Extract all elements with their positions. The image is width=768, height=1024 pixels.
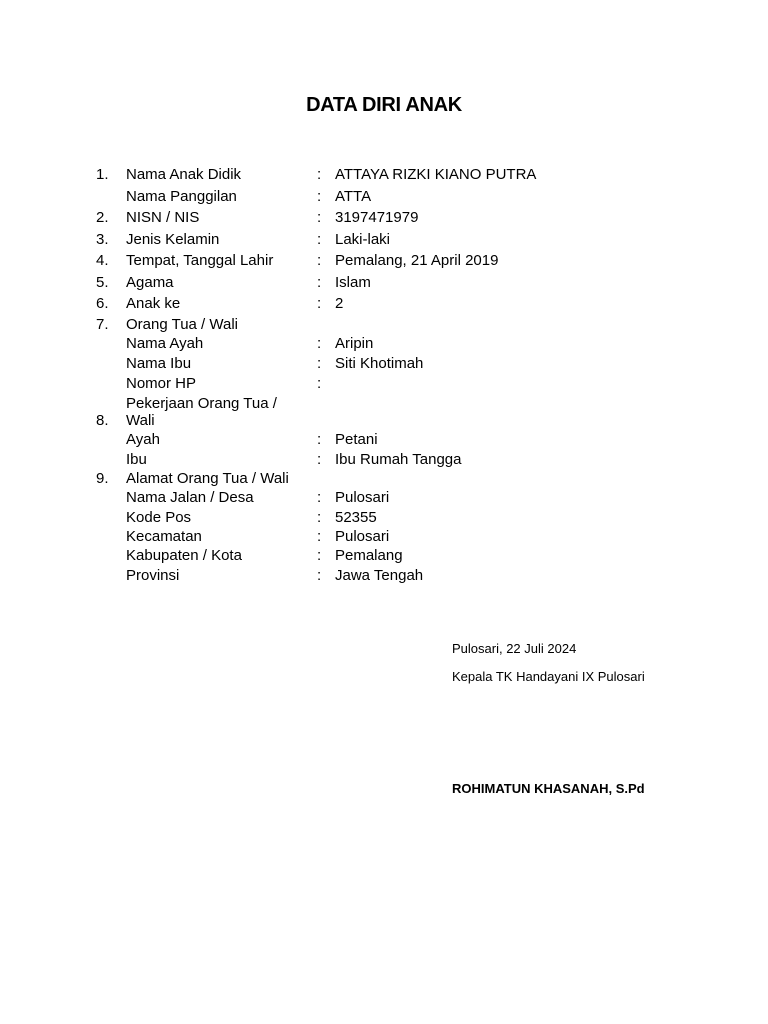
row-value: Pulosari xyxy=(335,489,390,506)
row-colon: : xyxy=(317,355,322,372)
row-colon: : xyxy=(317,231,322,248)
row-label: Ibu xyxy=(126,451,147,468)
row-colon: : xyxy=(317,274,322,291)
row-label: Anak ke xyxy=(126,295,181,312)
row-value: Petani xyxy=(335,431,378,448)
row-number: 9. xyxy=(96,470,109,487)
row-value: 52355 xyxy=(335,509,377,526)
row-colon: : xyxy=(317,431,322,448)
row-colon: : xyxy=(317,528,322,545)
row-label: Provinsi xyxy=(126,567,180,584)
row-colon: : xyxy=(317,209,322,226)
row-colon: : xyxy=(317,252,322,269)
row-colon: : xyxy=(317,489,322,506)
row-value: 2 xyxy=(335,295,344,312)
row-label: Pekerjaan Orang Tua / Wali xyxy=(126,395,277,429)
row-value: Pemalang, 21 April 2019 xyxy=(335,252,499,269)
row-label: Nama Panggilan xyxy=(126,188,237,205)
row-number: 2. xyxy=(96,209,109,226)
signature-position: Kepala TK Handayani IX Pulosari xyxy=(452,669,645,684)
row-colon: : xyxy=(317,451,322,468)
row-value: Laki-laki xyxy=(335,231,391,248)
row-label: Ayah xyxy=(126,431,160,448)
row-colon: : xyxy=(317,547,322,564)
row-label: Kecamatan xyxy=(126,528,202,545)
signature-place-date: Pulosari, 22 Juli 2024 xyxy=(452,641,577,656)
row-label: Nomor HP xyxy=(126,375,197,392)
row-label: Kode Pos xyxy=(126,509,192,526)
row-label: NISN / NIS xyxy=(126,209,200,226)
document-title: DATA DIRI ANAK xyxy=(306,94,462,116)
row-label: Nama Anak Didik xyxy=(126,166,242,183)
row-label: Nama Ibu xyxy=(126,355,192,372)
row-colon: : xyxy=(317,188,322,205)
row-colon: : xyxy=(317,567,322,584)
row-value: Pulosari xyxy=(335,528,390,545)
row-label: Nama Jalan / Desa xyxy=(126,489,254,506)
row-number: 4. xyxy=(96,252,109,269)
row-value: ATTA xyxy=(335,188,372,205)
row-colon: : xyxy=(317,335,322,352)
row-number: 5. xyxy=(96,274,109,291)
row-number: 8. xyxy=(96,412,109,429)
row-number: 6. xyxy=(96,295,109,312)
row-value: Ibu Rumah Tangga xyxy=(335,451,462,468)
row-colon: : xyxy=(317,166,322,183)
row-value: Pemalang xyxy=(335,547,403,564)
row-label: Orang Tua / Wali xyxy=(126,316,238,333)
row-label: Jenis Kelamin xyxy=(126,231,220,248)
row-number: 1. xyxy=(96,166,109,183)
row-label: Kabupaten / Kota xyxy=(126,547,242,564)
row-number: 7. xyxy=(96,316,109,333)
row-value: 3197471979 xyxy=(335,209,419,226)
row-label: Tempat, Tanggal Lahir xyxy=(126,252,274,269)
row-value: ATTAYA RIZKI KIANO PUTRA xyxy=(335,166,537,183)
row-value: Siti Khotimah xyxy=(335,355,424,372)
row-value: Islam xyxy=(335,274,371,291)
row-label: Alamat Orang Tua / Wali xyxy=(126,470,289,487)
row-label: Nama Ayah xyxy=(126,335,204,352)
row-colon: : xyxy=(317,509,322,526)
row-value: Aripin xyxy=(335,335,374,352)
row-label: Agama xyxy=(126,274,174,291)
row-value: Jawa Tengah xyxy=(335,567,424,584)
row-number: 3. xyxy=(96,231,109,248)
row-colon: : xyxy=(317,375,322,392)
signature-name: ROHIMATUN KHASANAH, S.Pd xyxy=(452,781,645,796)
row-colon: : xyxy=(317,295,322,312)
